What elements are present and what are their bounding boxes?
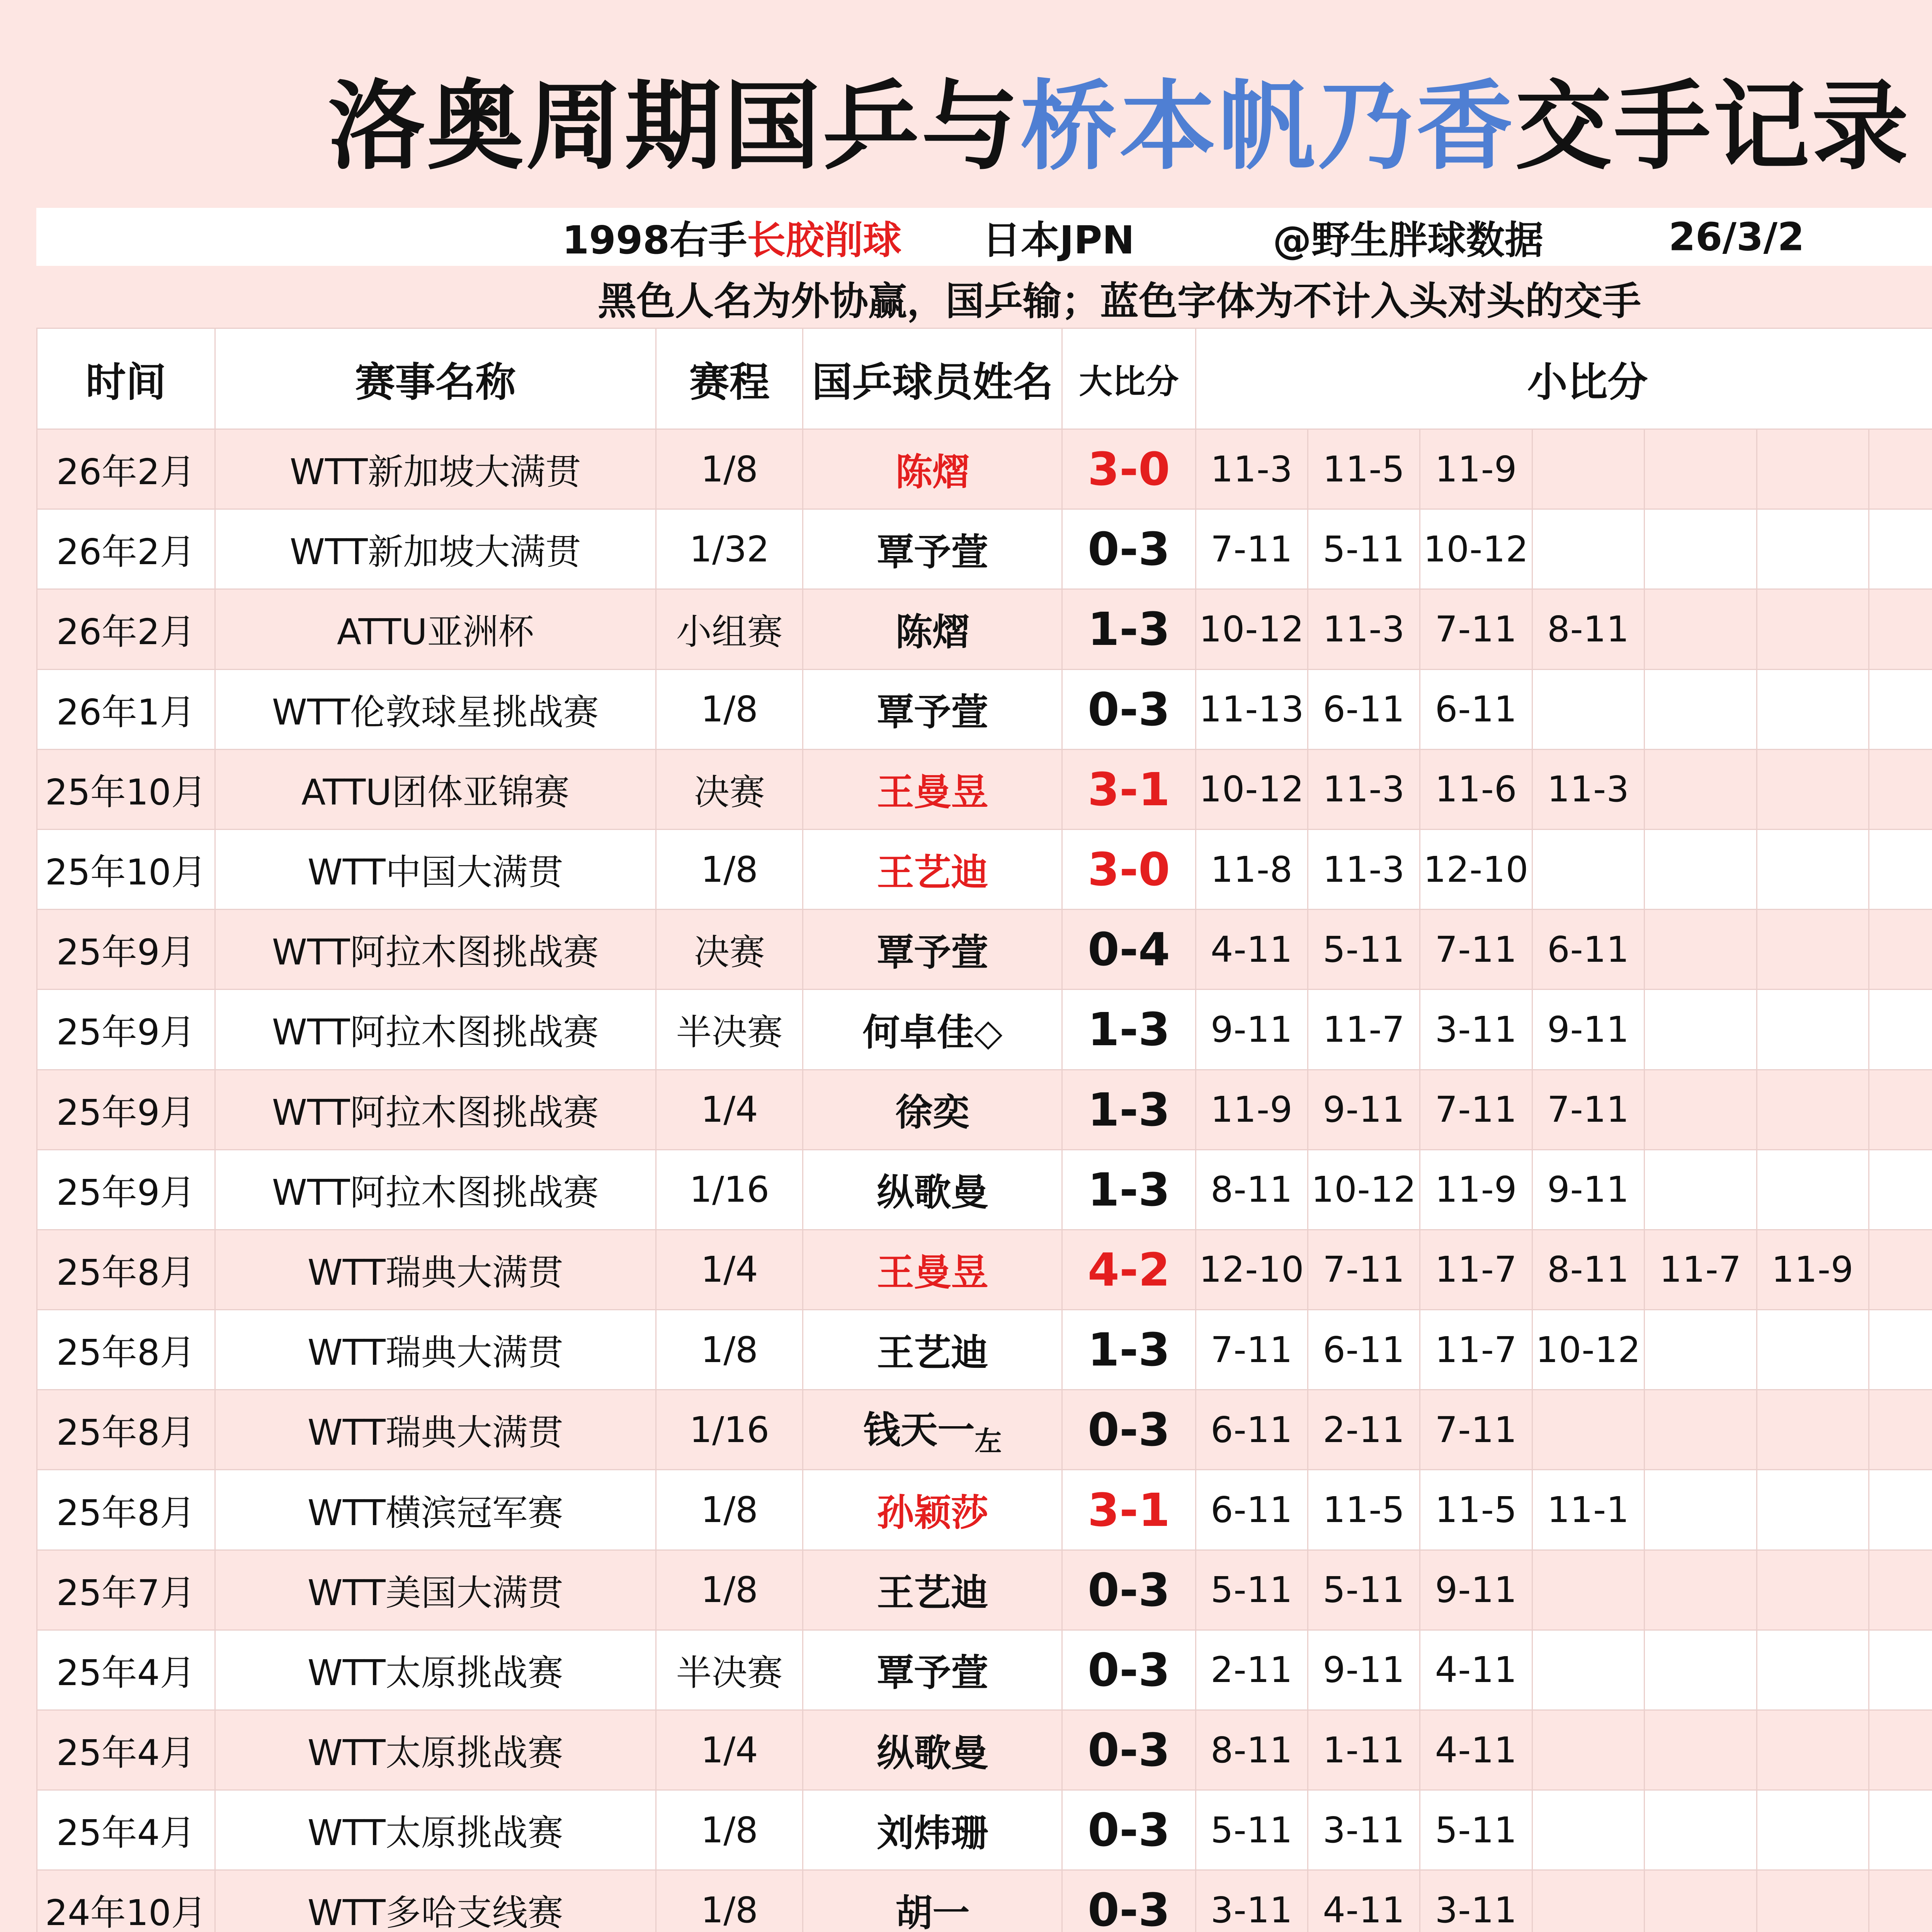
game-score <box>1532 1390 1644 1470</box>
match-date: 25年4月 <box>37 1790 215 1870</box>
player-name-text: 覃予萱 <box>877 530 988 574</box>
player-name-text: 徐奕 <box>895 1091 970 1134</box>
match-date: 25年4月 <box>37 1710 215 1790</box>
game-score: 10-12 <box>1308 1150 1420 1230</box>
player-name-text: 王艺迪 <box>877 1571 988 1615</box>
event-name: WTT阿拉木图挑战赛 <box>215 990 656 1070</box>
game-score: 8-11 <box>1196 1150 1308 1230</box>
header-time: 时间 <box>37 328 215 429</box>
game-score <box>1645 829 1757 909</box>
game-score: 6-11 <box>1196 1390 1308 1470</box>
game-score <box>1869 1870 1932 1932</box>
game-score <box>1757 749 1869 829</box>
game-score: 11-3 <box>1532 749 1644 829</box>
player-name <box>803 910 1062 990</box>
game-score <box>1757 1470 1869 1550</box>
game-score <box>1757 1070 1869 1150</box>
play-style: 长胶削球 <box>747 218 902 263</box>
player-name <box>803 429 1062 509</box>
game-score: 6-11 <box>1532 910 1644 990</box>
match-date: 26年1月 <box>37 669 215 749</box>
round: 1/8 <box>656 829 803 909</box>
table-row <box>37 669 1932 749</box>
game-score <box>1645 429 1757 509</box>
game-score <box>1757 1150 1869 1230</box>
game-score <box>1645 1870 1757 1932</box>
match-table <box>36 328 1932 1932</box>
game-score <box>1757 1790 1869 1870</box>
game-score <box>1869 749 1932 829</box>
game-score: 2-11 <box>1308 1390 1420 1470</box>
title-opponent-name: 桥本帆乃香 <box>1020 70 1515 183</box>
match-date: 26年2月 <box>37 589 215 669</box>
match-date: 25年10月 <box>37 829 215 909</box>
game-score <box>1532 509 1644 589</box>
game-score <box>1869 829 1932 909</box>
table-row <box>37 1790 1932 1870</box>
player-name <box>803 669 1062 749</box>
match-date: 25年8月 <box>37 1310 215 1390</box>
game-score: 7-11 <box>1420 1390 1532 1470</box>
game-score: 8-11 <box>1532 1230 1644 1310</box>
header-game-scores: 小比分 <box>1196 328 1932 429</box>
event-name: WTT新加坡大满贯 <box>215 509 656 589</box>
birth-hand: 1998右手 <box>562 218 747 263</box>
game-score: 11-3 <box>1196 429 1308 509</box>
game-score: 11-6 <box>1420 749 1532 829</box>
game-score <box>1757 509 1869 589</box>
player-name-text: 陈熠 <box>895 450 970 494</box>
game-score <box>1645 1470 1757 1550</box>
event-name: ATTU亚洲杯 <box>215 589 656 669</box>
player-name <box>803 1310 1062 1390</box>
round: 小组赛 <box>656 589 803 669</box>
game-score <box>1869 669 1932 749</box>
header-round: 赛程 <box>656 328 803 429</box>
game-score: 9-11 <box>1532 990 1644 1070</box>
player-name-text: 纵歌曼 <box>877 1731 988 1775</box>
match-date: 25年9月 <box>37 910 215 990</box>
game-score <box>1869 1230 1932 1310</box>
game-score <box>1757 1630 1869 1710</box>
round: 1/16 <box>656 1390 803 1470</box>
game-score <box>1757 1550 1869 1630</box>
data-source: @野生胖球数据 <box>1273 218 1543 263</box>
player-name-text: 覃予萱 <box>877 1651 988 1695</box>
table-row <box>37 749 1932 829</box>
game-score: 2-11 <box>1196 1630 1308 1710</box>
table-row <box>37 1390 1932 1470</box>
round: 1/8 <box>656 1790 803 1870</box>
country: 日本JPN <box>982 218 1135 263</box>
game-score: 5-11 <box>1308 1550 1420 1630</box>
game-score: 9-11 <box>1532 1150 1644 1230</box>
table-row <box>37 509 1932 589</box>
title-part-1: 洛奥周期国乒与 <box>328 70 1020 183</box>
match-date: 25年7月 <box>37 1550 215 1630</box>
match-date: 25年8月 <box>37 1470 215 1550</box>
game-score <box>1532 1790 1644 1870</box>
game-score <box>1757 669 1869 749</box>
match-date: 26年2月 <box>37 429 215 509</box>
game-score <box>1757 990 1869 1070</box>
game-score: 7-11 <box>1420 589 1532 669</box>
game-score: 11-3 <box>1308 749 1420 829</box>
table-row <box>37 990 1932 1070</box>
match-date: 25年8月 <box>37 1230 215 1310</box>
game-score <box>1869 509 1932 589</box>
game-score: 11-5 <box>1420 1470 1532 1550</box>
game-score <box>1757 1870 1869 1932</box>
game-score: 6-11 <box>1420 669 1532 749</box>
event-name: ATTU团体亚锦赛 <box>215 749 656 829</box>
event-name: WTT瑞典大满贯 <box>215 1230 656 1310</box>
match-score: 3-1 <box>1062 749 1196 829</box>
game-score <box>1757 1710 1869 1790</box>
game-score: 11-9 <box>1420 1150 1532 1230</box>
event-name: WTT瑞典大满贯 <box>215 1310 656 1390</box>
game-score <box>1645 509 1757 589</box>
game-score <box>1869 429 1932 509</box>
game-score: 3-11 <box>1420 990 1532 1070</box>
event-name: WTT横滨冠军赛 <box>215 1470 656 1550</box>
table-row <box>37 829 1932 909</box>
round: 1/8 <box>656 1310 803 1390</box>
game-score: 6-11 <box>1308 669 1420 749</box>
game-score: 5-11 <box>1196 1790 1308 1870</box>
game-score: 5-11 <box>1420 1790 1532 1870</box>
match-score: 0-3 <box>1062 1390 1196 1470</box>
player-name <box>803 1390 1062 1470</box>
game-score <box>1869 910 1932 990</box>
match-score: 1-3 <box>1062 1310 1196 1390</box>
event-name: WTT太原挑战赛 <box>215 1710 656 1790</box>
game-score: 4-11 <box>1308 1870 1420 1932</box>
player-name <box>803 1470 1062 1550</box>
event-name: WTT阿拉木图挑战赛 <box>215 1070 656 1150</box>
game-score: 3-11 <box>1196 1870 1308 1932</box>
game-score <box>1757 1390 1869 1470</box>
player-name <box>803 990 1062 1070</box>
game-score: 11-8 <box>1196 829 1308 909</box>
header-event: 赛事名称 <box>215 328 656 429</box>
event-name: WTT太原挑战赛 <box>215 1790 656 1870</box>
player-name-text: 王艺迪 <box>877 850 988 894</box>
match-date: 25年9月 <box>37 1070 215 1150</box>
game-score <box>1645 1790 1757 1870</box>
game-score: 9-11 <box>1196 990 1308 1070</box>
player-name <box>803 1550 1062 1630</box>
event-name: WTT伦敦球星挑战赛 <box>215 669 656 749</box>
game-score: 4-11 <box>1420 1710 1532 1790</box>
player-name-text: 王曼昱 <box>877 1251 988 1294</box>
player-name-text: 覃予萱 <box>877 930 988 974</box>
game-score: 10-12 <box>1532 1310 1644 1390</box>
game-score: 11-9 <box>1196 1070 1308 1150</box>
event-name: WTT阿拉木图挑战赛 <box>215 1150 656 1230</box>
table-row <box>37 1630 1932 1710</box>
round: 1/8 <box>656 1870 803 1932</box>
match-date: 25年10月 <box>37 749 215 829</box>
game-score <box>1869 1790 1932 1870</box>
player-name <box>803 1790 1062 1870</box>
player-name-text: 陈熠 <box>895 610 970 654</box>
player-name-text: 刘炜珊 <box>877 1811 988 1855</box>
game-score <box>1757 429 1869 509</box>
round: 半决赛 <box>656 1630 803 1710</box>
table-header <box>37 328 1932 429</box>
game-score: 5-11 <box>1196 1550 1308 1630</box>
player-name <box>803 829 1062 909</box>
player-name-text: 王曼昱 <box>877 770 988 814</box>
page-title <box>36 36 1932 200</box>
round: 1/8 <box>656 1470 803 1550</box>
match-date: 25年9月 <box>37 1150 215 1230</box>
game-score <box>1645 1070 1757 1150</box>
game-score <box>1645 910 1757 990</box>
game-score: 11-7 <box>1645 1230 1757 1310</box>
game-score: 8-11 <box>1196 1710 1308 1790</box>
game-score: 5-11 <box>1308 509 1420 589</box>
round: 1/4 <box>656 1230 803 1310</box>
player-name <box>803 749 1062 829</box>
round: 决赛 <box>656 910 803 990</box>
table-row <box>37 1710 1932 1790</box>
player-name <box>803 1870 1062 1932</box>
game-score <box>1757 589 1869 669</box>
match-score: 0-3 <box>1062 1550 1196 1630</box>
game-score: 1-11 <box>1308 1710 1420 1790</box>
player-name <box>803 1230 1062 1310</box>
game-score: 9-11 <box>1308 1070 1420 1150</box>
match-score: 3-1 <box>1062 1470 1196 1550</box>
game-score: 9-11 <box>1420 1550 1532 1630</box>
game-score <box>1645 990 1757 1070</box>
round: 1/8 <box>656 1550 803 1630</box>
match-date: 25年8月 <box>37 1390 215 1470</box>
round: 1/4 <box>656 1070 803 1150</box>
match-score: 1-3 <box>1062 1070 1196 1150</box>
round: 1/16 <box>656 1150 803 1230</box>
game-score <box>1532 1550 1644 1630</box>
player-name <box>803 1710 1062 1790</box>
game-score <box>1532 829 1644 909</box>
game-score <box>1869 1550 1932 1630</box>
player-name-text: 钱天一 <box>863 1408 975 1452</box>
game-score <box>1645 1550 1757 1630</box>
left-handed-mark: 左 <box>975 1425 1002 1458</box>
game-score <box>1532 1870 1644 1932</box>
game-score <box>1869 1710 1932 1790</box>
game-score <box>1869 1470 1932 1550</box>
game-score: 11-7 <box>1308 990 1420 1070</box>
event-name: WTT太原挑战赛 <box>215 1630 656 1710</box>
event-name: WTT新加坡大满贯 <box>215 429 656 509</box>
match-score: 3-0 <box>1062 829 1196 909</box>
game-score: 7-11 <box>1420 1070 1532 1150</box>
player-name-text: 王艺迪 <box>877 1331 988 1374</box>
table-row <box>37 1070 1932 1150</box>
game-score <box>1757 829 1869 909</box>
game-score <box>1645 1710 1757 1790</box>
event-name: WTT瑞典大满贯 <box>215 1390 656 1470</box>
table-row <box>37 1550 1932 1630</box>
table-row <box>37 1310 1932 1390</box>
game-score: 11-7 <box>1420 1310 1532 1390</box>
player-name-text: 胡一 <box>895 1891 970 1932</box>
match-score: 0-4 <box>1062 910 1196 990</box>
match-score: 1-3 <box>1062 1150 1196 1230</box>
player-name-text: 纵歌曼 <box>877 1171 988 1214</box>
game-score <box>1645 1150 1757 1230</box>
game-score: 7-11 <box>1196 509 1308 589</box>
match-date: 26年2月 <box>37 509 215 589</box>
round: 半决赛 <box>656 990 803 1070</box>
match-score: 0-3 <box>1062 509 1196 589</box>
game-score: 6-11 <box>1308 1310 1420 1390</box>
game-score: 11-5 <box>1308 1470 1420 1550</box>
table-row <box>37 429 1932 509</box>
match-date: 25年4月 <box>37 1630 215 1710</box>
game-score <box>1532 1630 1644 1710</box>
match-score: 1-3 <box>1062 589 1196 669</box>
game-score <box>1645 1630 1757 1710</box>
player-style <box>562 209 901 265</box>
match-score: 3-0 <box>1062 429 1196 509</box>
player-name <box>803 1630 1062 1710</box>
game-score: 11-5 <box>1308 429 1420 509</box>
game-score: 7-11 <box>1196 1310 1308 1390</box>
title-part-3: 交手记录 <box>1515 70 1911 183</box>
table-row <box>37 1230 1932 1310</box>
game-score <box>1869 1310 1932 1390</box>
round: 1/8 <box>656 429 803 509</box>
event-name: WTT中国大满贯 <box>215 829 656 909</box>
header-big-score: 大比分 <box>1062 328 1196 429</box>
game-score: 8-11 <box>1532 589 1644 669</box>
player-name <box>803 589 1062 669</box>
game-score <box>1869 1070 1932 1150</box>
table-row <box>37 910 1932 990</box>
event-name: WTT多哈支线赛 <box>215 1870 656 1932</box>
game-score <box>1757 910 1869 990</box>
game-score <box>1645 749 1757 829</box>
game-score <box>1869 1390 1932 1470</box>
event-name: WTT阿拉木图挑战赛 <box>215 910 656 990</box>
game-score <box>1869 1630 1932 1710</box>
game-score <box>1532 429 1644 509</box>
game-score: 10-12 <box>1420 509 1532 589</box>
round: 1/4 <box>656 1710 803 1790</box>
match-date: 25年9月 <box>37 990 215 1070</box>
legend-note: 黑色人名为外协赢，国乒输；蓝色字体为不计入头对头的交手 <box>36 269 1932 327</box>
game-score: 11-3 <box>1308 589 1420 669</box>
match-score: 1-3 <box>1062 990 1196 1070</box>
game-score: 7-11 <box>1308 1230 1420 1310</box>
game-score <box>1645 1310 1757 1390</box>
game-score: 3-11 <box>1308 1790 1420 1870</box>
game-score <box>1532 669 1644 749</box>
game-score: 11-3 <box>1308 829 1420 909</box>
game-score: 11-13 <box>1196 669 1308 749</box>
match-score: 0-3 <box>1062 1630 1196 1710</box>
game-score: 4-11 <box>1420 1630 1532 1710</box>
game-score <box>1645 669 1757 749</box>
game-score <box>1869 589 1932 669</box>
game-score <box>1532 1710 1644 1790</box>
game-score: 3-11 <box>1420 1870 1532 1932</box>
game-score: 10-12 <box>1196 589 1308 669</box>
player-info-bar <box>36 208 1932 266</box>
game-score: 7-11 <box>1532 1070 1644 1150</box>
match-score: 4-2 <box>1062 1230 1196 1310</box>
player-name <box>803 1150 1062 1230</box>
game-score: 11-7 <box>1420 1230 1532 1310</box>
player-name <box>803 509 1062 589</box>
match-score: 0-3 <box>1062 1870 1196 1932</box>
game-score: 5-11 <box>1308 910 1420 990</box>
update-date: 26/3/2 <box>1668 214 1804 260</box>
table-row <box>37 1150 1932 1230</box>
table-row <box>37 1870 1932 1932</box>
player-name-text: 孙颖莎 <box>877 1491 988 1535</box>
match-score: 0-3 <box>1062 1790 1196 1870</box>
table-row <box>37 589 1932 669</box>
game-score: 6-11 <box>1196 1470 1308 1550</box>
match-score: 0-3 <box>1062 669 1196 749</box>
player-name-text: 何卓佳◇ <box>862 1010 1003 1054</box>
game-score <box>1869 1150 1932 1230</box>
game-score: 9-11 <box>1308 1630 1420 1710</box>
game-score: 12-10 <box>1420 829 1532 909</box>
match-date: 24年10月 <box>37 1870 215 1932</box>
player-name-text: 覃予萱 <box>877 690 988 734</box>
round: 决赛 <box>656 749 803 829</box>
match-score: 0-3 <box>1062 1710 1196 1790</box>
game-score: 10-12 <box>1196 749 1308 829</box>
player-name <box>803 1070 1062 1150</box>
game-score: 12-10 <box>1196 1230 1308 1310</box>
game-score <box>1645 1390 1757 1470</box>
event-name: WTT美国大满贯 <box>215 1550 656 1630</box>
game-score <box>1645 589 1757 669</box>
game-score: 11-1 <box>1532 1470 1644 1550</box>
round: 1/8 <box>656 669 803 749</box>
table-row <box>37 1470 1932 1550</box>
game-score <box>1757 1310 1869 1390</box>
game-score: 11-9 <box>1757 1230 1869 1310</box>
game-score <box>1869 990 1932 1070</box>
round: 1/32 <box>656 509 803 589</box>
game-score: 7-11 <box>1420 910 1532 990</box>
game-score: 11-9 <box>1420 429 1532 509</box>
header-player: 国乒球员姓名 <box>803 328 1062 429</box>
game-score: 4-11 <box>1196 910 1308 990</box>
